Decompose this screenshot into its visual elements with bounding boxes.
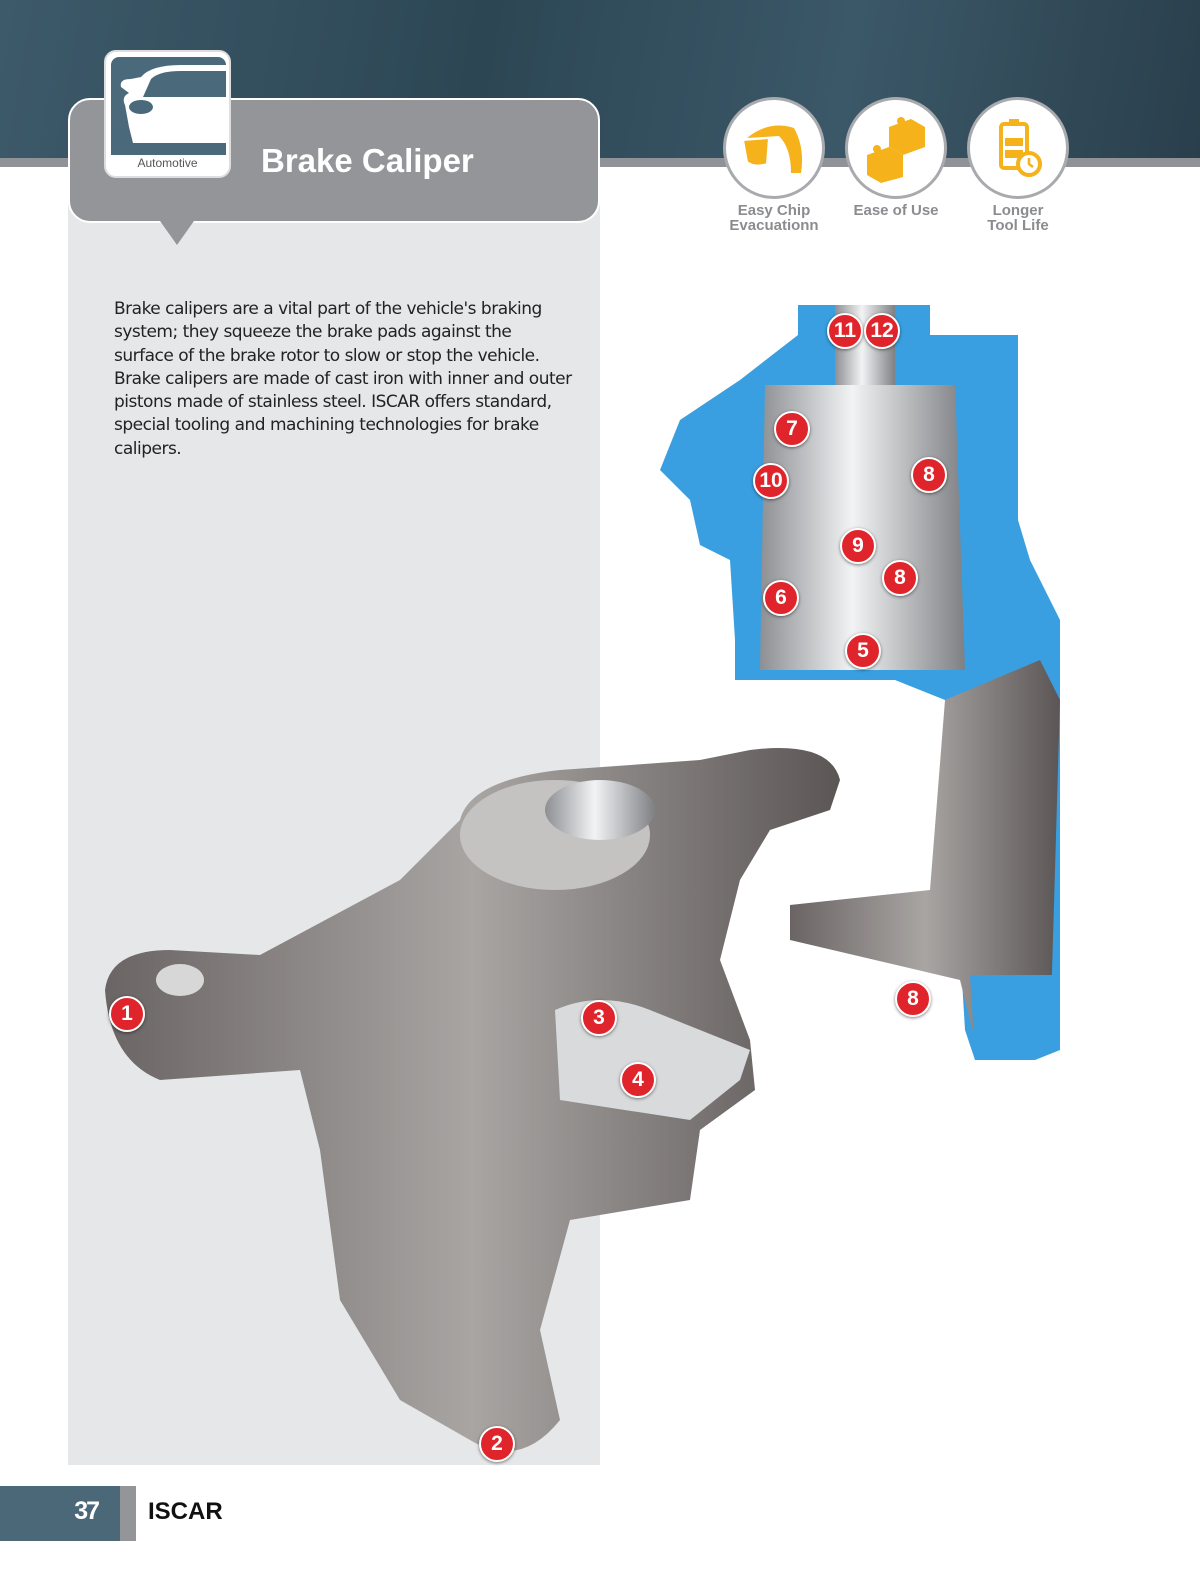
marker-8: 8 <box>911 457 947 493</box>
page-number: 37 <box>0 1486 120 1541</box>
footer-accent <box>120 1486 136 1541</box>
feature-label: Longer <box>992 202 1044 219</box>
marker-11: 11 <box>827 313 863 349</box>
marker-10: 10 <box>753 463 789 499</box>
feature-label: Evacuationn <box>729 217 819 234</box>
marker-12: 12 <box>864 313 900 349</box>
feature-label: Ease of Use <box>853 202 939 219</box>
marker-5: 5 <box>845 633 881 669</box>
marker-7: 7 <box>774 411 810 447</box>
page-title: Brake Caliper <box>261 142 474 179</box>
feature-label: Tool Life <box>987 217 1049 234</box>
category-label: Automotive <box>137 156 198 170</box>
marker-6: 6 <box>763 580 799 616</box>
description-text: Brake calipers are a vital part of the vehicle's braking system; they squeeze the brake pads against the surface of the brake rotor to slow or stop the vehicle. Brake calipers are made of cast iron with inner and outer pistons made of stainless steel. ISCAR offers standard, special tooling and machining technologies for brake calipers. <box>114 299 572 459</box>
brand-name: ISCAR <box>148 1498 223 1525</box>
marker-3: 3 <box>581 1000 617 1036</box>
marker-4: 4 <box>620 1062 656 1098</box>
marker-2: 2 <box>479 1426 515 1462</box>
marker-1: 1 <box>109 996 145 1032</box>
steering-knuckle-part <box>105 748 840 1451</box>
marker-8: 8 <box>882 560 918 596</box>
marker-8: 8 <box>895 981 931 1017</box>
marker-9: 9 <box>840 528 876 564</box>
feature-label: Easy Chip <box>737 202 811 219</box>
